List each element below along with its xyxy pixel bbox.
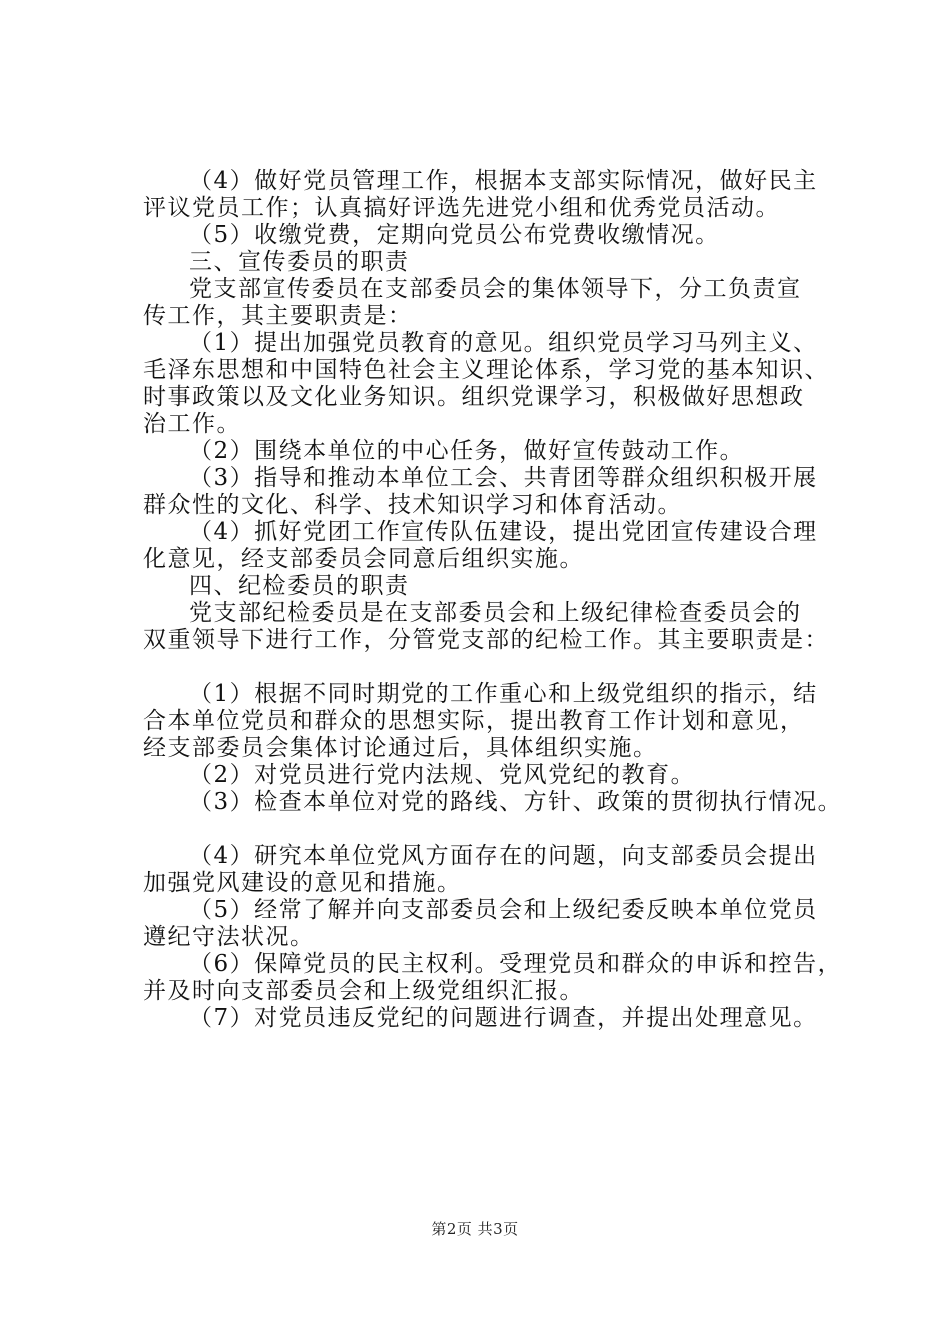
text-line: （2）围绕本单位的中心任务，做好宣传鼓动工作。 [189, 438, 745, 464]
text-line: （6）保障党员的民主权利。受理党员和群众的申诉和控告， [189, 951, 843, 977]
text-line: 化意见，经支部委员会同意后组织实施。 [143, 546, 584, 572]
text-line: 并及时向支部委员会和上级党组织汇报。 [143, 978, 584, 1004]
text-line: 治工作。 [143, 411, 241, 437]
text-line: 三、宣传委员的职责 [189, 249, 410, 275]
text-line: 群众性的文化、科学、技术知识学习和体育活动。 [143, 492, 682, 518]
text-line: （4）做好党员管理工作，根据本支部实际情况，做好民主 [189, 168, 818, 194]
text-line: （3）检查本单位对党的路线、方针、政策的贯彻执行情况。 [189, 789, 843, 815]
text-line: （3）指导和推动本单位工会、共青团等群众组织积极开展 [189, 465, 818, 491]
text-line: （4）抓好党团工作宣传队伍建设，提出党团宣传建设合理 [189, 519, 818, 545]
text-line: （5）经常了解并向支部委员会和上级纪委反映本单位党员 [189, 897, 818, 923]
text-line: 加强党风建设的意见和措施。 [143, 870, 462, 896]
document-body [143, 168, 843, 1032]
text-line: 经支部委员会集体讨论通过后，具体组织实施。 [143, 735, 658, 761]
page-footer: 第2页 共3页 [431, 1220, 519, 1238]
text-line: （1）提出加强党员教育的意见。组织党员学习马列主义、 [189, 330, 818, 356]
text-line: 四、纪检委员的职责 [189, 573, 410, 599]
text-line: 遵纪守法状况。 [143, 924, 315, 950]
text-line: 党支部纪检委员是在支部委员会和上级纪律检查委员会的 [189, 600, 802, 626]
text-line: 合本单位党员和群众的思想实际，提出教育工作计划和意见， [143, 708, 805, 734]
text-line: 双重领导下进行工作，分管党支部的纪检工作。其主要职责是： [143, 627, 829, 653]
text-line: 传工作，其主要职责是： [143, 303, 413, 329]
text-line: （7）对党员违反党纪的问题进行调查，并提出处理意见。 [189, 1005, 818, 1031]
text-line: 时事政策以及文化业务知识。组织党课学习，积极做好思想政 [143, 384, 805, 410]
text-line: 毛泽东思想和中国特色社会主义理论体系，学习党的基本知识、 [143, 357, 829, 383]
text-line: （4）研究本单位党风方面存在的问题，向支部委员会提出 [189, 843, 818, 869]
text-line: （2）对党员进行党内法规、党风党纪的教育。 [189, 762, 696, 788]
text-line: 评议党员工作；认真搞好评选先进党小组和优秀党员活动。 [143, 195, 780, 221]
blank-line [143, 654, 843, 681]
text-line: 党支部宣传委员在支部委员会的集体领导下，分工负责宣 [189, 276, 802, 302]
blank-line [143, 816, 843, 843]
text-line: （5）收缴党费，定期向党员公布党费收缴情况。 [189, 222, 720, 248]
text-line: （1）根据不同时期党的工作重心和上级党组织的指示，结 [189, 681, 818, 707]
